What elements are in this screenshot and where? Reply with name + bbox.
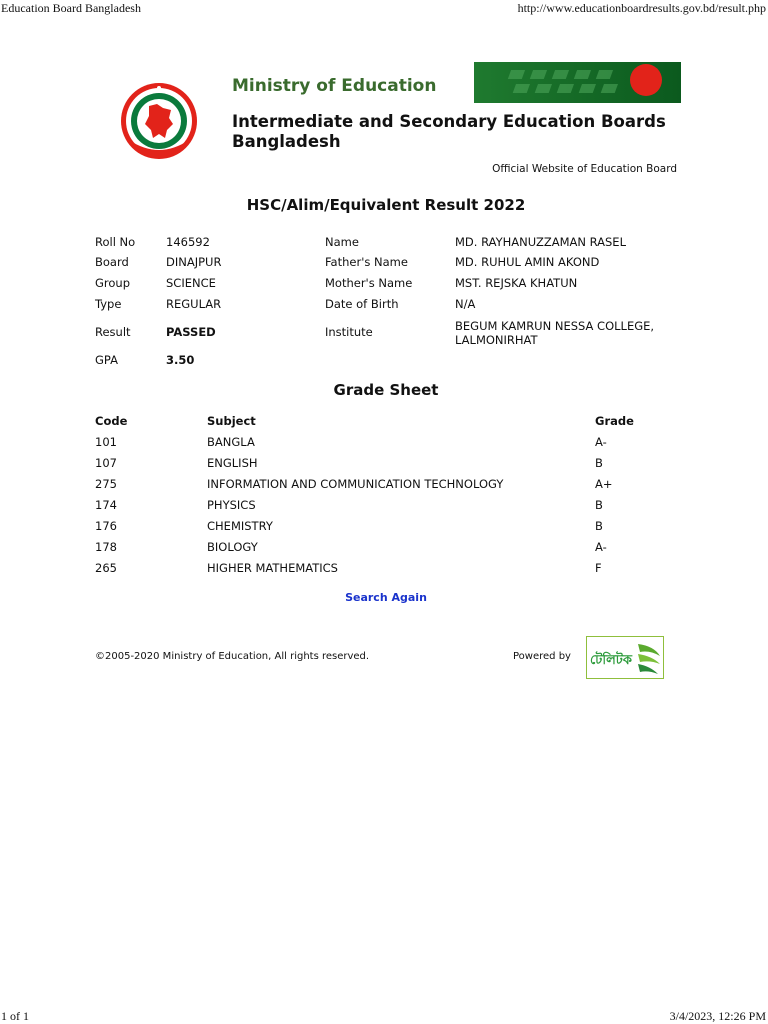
- result-value: PASSED: [166, 325, 216, 339]
- gpa-label: GPA: [95, 353, 118, 367]
- table-row-subject: INFORMATION AND COMMUNICATION TECHNOLOGY: [207, 477, 504, 491]
- table-row-grade: A-: [595, 540, 607, 554]
- table-row-subject: ENGLISH: [207, 456, 258, 470]
- print-datetime: 3/4/2023, 12:26 PM: [669, 1009, 766, 1023]
- type-value: REGULAR: [166, 297, 222, 311]
- table-row-grade: A+: [595, 477, 613, 491]
- teletalk-logo-text: টেলিটক: [590, 653, 632, 668]
- copyright-text: ©2005-2020 Ministry of Education, All rights reserved.: [95, 651, 370, 662]
- father-name-label: Father's Name: [325, 255, 408, 269]
- table-row-subject: CHEMISTRY: [207, 519, 273, 533]
- board-label: Board: [95, 255, 129, 269]
- dob-label: Date of Birth: [325, 297, 399, 311]
- code-header: Code: [95, 414, 128, 428]
- result-title: HSC/Alim/Equivalent Result 2022: [246, 196, 526, 214]
- powered-by-label: Powered by: [513, 651, 571, 662]
- official-website-label: Official Website of Education Board: [492, 163, 677, 175]
- institute-label: Institute: [325, 325, 373, 339]
- government-seal-icon: [119, 80, 199, 164]
- board-value: DINAJPUR: [166, 255, 222, 269]
- table-row-grade: B: [595, 456, 603, 470]
- subject-header: Subject: [207, 414, 256, 428]
- teletalk-logo[interactable]: [586, 636, 664, 679]
- name-value: MD. RAYHANUZZAMAN RASEL: [455, 235, 626, 249]
- name-label: Name: [325, 235, 359, 249]
- search-again-link[interactable]: Search Again: [345, 591, 427, 604]
- mother-name-value: MST. REJSKA KHATUN: [455, 276, 578, 290]
- grade-header: Grade: [595, 414, 634, 428]
- table-row-subject: PHYSICS: [207, 498, 256, 512]
- roll-no-value: 146592: [166, 235, 210, 249]
- table-row-grade: A-: [595, 435, 607, 449]
- father-name-value: MD. RUHUL AMIN AKOND: [455, 255, 600, 269]
- table-row-code: 174: [95, 498, 117, 512]
- bangladesh-flag-banner: [474, 62, 681, 103]
- print-page-title: Education Board Bangladesh: [1, 1, 141, 15]
- roll-no-label: Roll No: [95, 235, 136, 249]
- table-row-subject: HIGHER MATHEMATICS: [207, 561, 338, 575]
- table-row-subject: BIOLOGY: [207, 540, 258, 554]
- board-title: Intermediate and Secondary Education Boards Bangladesh: [232, 112, 666, 151]
- table-row-code: 101: [95, 435, 117, 449]
- table-row-grade: B: [595, 519, 603, 533]
- table-row-subject: BANGLA: [207, 435, 255, 449]
- table-row-code: 107: [95, 456, 117, 470]
- institute-value: BEGUM KAMRUN NESSA COLLEGE, LALMONIRHAT: [455, 319, 655, 347]
- table-row-grade: F: [595, 561, 602, 575]
- gpa-value: 3.50: [166, 353, 195, 367]
- type-label: Type: [95, 297, 122, 311]
- table-row-code: 265: [95, 561, 117, 575]
- grade-sheet-title: Grade Sheet: [333, 381, 439, 399]
- table-row-code: 176: [95, 519, 117, 533]
- page-count: 1 of 1: [1, 1009, 29, 1023]
- group-label: Group: [95, 276, 131, 290]
- print-page-url: http://www.educationboardresults.gov.bd/result.php: [517, 1, 766, 15]
- table-row-code: 178: [95, 540, 117, 554]
- mother-name-label: Mother's Name: [325, 276, 413, 290]
- table-row-code: 275: [95, 477, 117, 491]
- ministry-title: Ministry of Education: [232, 76, 437, 96]
- group-value: SCIENCE: [166, 276, 216, 290]
- dob-value: N/A: [455, 297, 476, 311]
- table-row-grade: B: [595, 498, 603, 512]
- result-label: Result: [95, 325, 131, 339]
